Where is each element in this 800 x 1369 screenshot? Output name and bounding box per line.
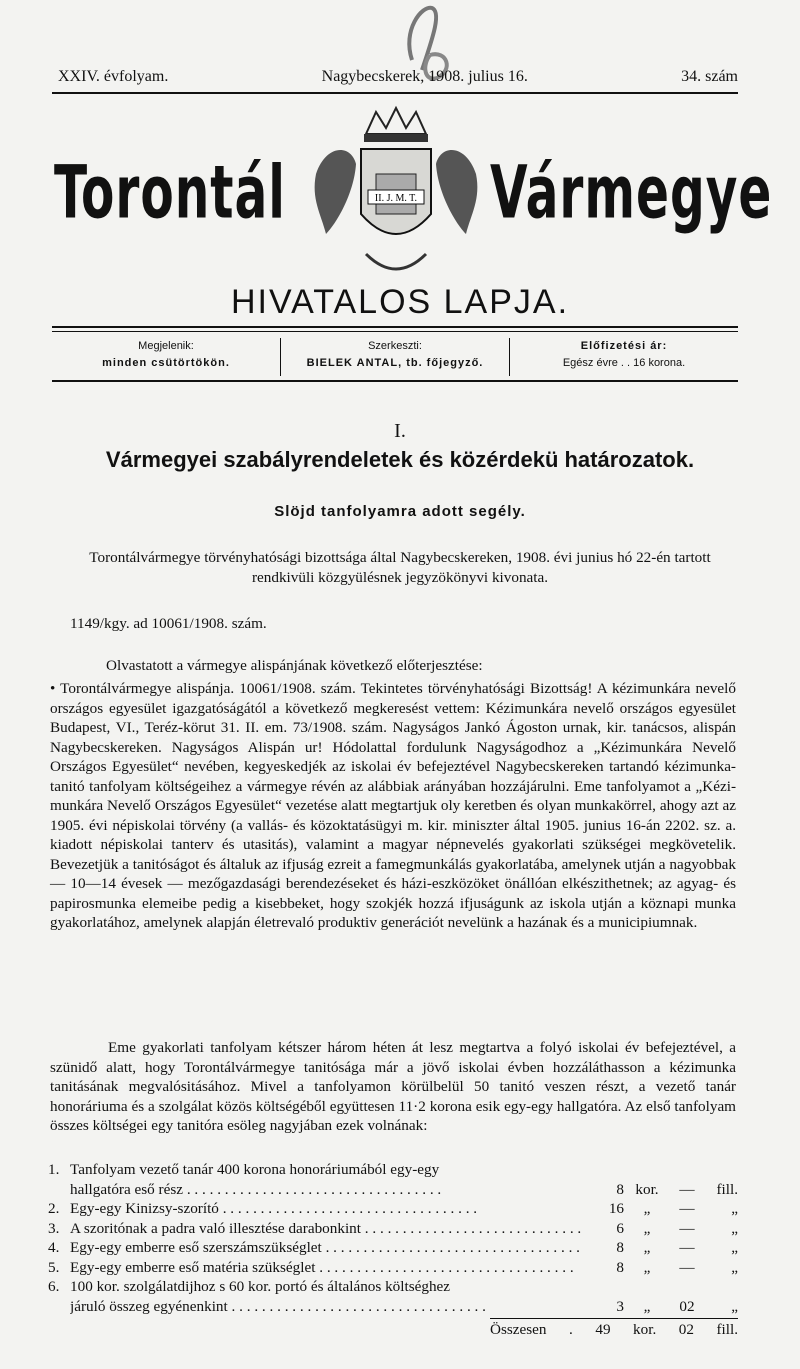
item-fill: „ <box>731 1297 738 1315</box>
item-sub: — <box>679 1180 695 1198</box>
cost-list <box>48 1160 738 1316</box>
item-text-cont: járuló összeg egyénenkint . . . <box>70 1297 584 1317</box>
masthead-subtitle: HIVATALOS LAPJA. <box>230 283 570 321</box>
cost-item <box>48 1277 738 1316</box>
item-sub: — <box>679 1200 695 1217</box>
cost-item <box>48 1199 738 1219</box>
article-title: Slöjd tanfolyamra adott segély. <box>274 503 526 520</box>
masthead-title-left: Torontál <box>54 150 286 236</box>
total-dot: . <box>569 1321 573 1338</box>
item-number: 2. <box>48 1200 60 1217</box>
item-fill: „ <box>731 1219 738 1237</box>
item-amount: 8 <box>616 1258 624 1276</box>
paragraph-2: Eme gyakorlati tanfolyam kétszer három héten át lesz megtartva a folyó iskolai év befejeztével, a szünidő alatt, hogy Torontálvármegye tanitósága már a jövő iskolai évben hozzáláthasson a kézimunka tanitásának megvalósitásához. Mivel a tanfolyamon körülbelül 50 tanitó veszen részt, a vezető tanár honoráriuma és a szolgálat közös költségéből együttesen 11·2 korona esik egy-egy hallgatóra. Az első tanfolyam összes költségei egy tanitóra esöleg nagyjában ezek volnának: <box>50 1039 736 1134</box>
cost-item <box>48 1219 738 1239</box>
item-fill: „ <box>731 1200 738 1217</box>
item-number: 4. <box>48 1239 60 1256</box>
info-box <box>52 338 738 376</box>
item-number: 3. <box>48 1219 60 1237</box>
info-price-label: Előfizetési ár: <box>580 340 668 352</box>
info-publication-value: minden csütörtökön. <box>102 357 230 369</box>
info-editor-value: BIELEK ANTAL, tb. főjegyző. <box>306 357 484 369</box>
item-text-cont: hallgatóra eső rész . . . <box>70 1180 584 1200</box>
volume-label: XXIV. évfolyam. <box>58 68 169 85</box>
read-line: Olvastatott a vármegye alispánjának következő előterjesztése: <box>106 657 483 674</box>
item-sub: 02 <box>679 1297 695 1315</box>
item-unit: kor. <box>635 1180 659 1198</box>
item-text: 100 kor. szolgálatdijhoz s 60 kor. portó és általános költséghez <box>70 1278 451 1295</box>
total-unit: kor. <box>633 1321 657 1338</box>
item-fill: „ <box>731 1239 738 1256</box>
total-rule <box>490 1318 738 1319</box>
item-text: Tanfolyam vezető tanár 400 korona honoráriumából egy-egy <box>70 1161 440 1178</box>
item-unit: „ <box>643 1297 651 1315</box>
issue-number: 34. szám <box>681 68 738 85</box>
header-line <box>58 68 738 86</box>
total-label: Összesen <box>490 1321 547 1338</box>
intro-text: Torontálvármegye törvényhatósági bizottsága által Nagybecskereken, 1908. évi junius hó 22-én tartott rendkivüli közgyülésnek jegyzökönyvi kivonata. <box>89 549 711 586</box>
item-unit: „ <box>643 1258 651 1276</box>
item-text: Egy-egy emberre eső szerszámszükséglet . . . <box>70 1238 584 1258</box>
info-rule-top <box>52 326 738 328</box>
item-fill: fill. <box>716 1180 738 1198</box>
item-unit: „ <box>643 1219 651 1237</box>
total-amount: 49 <box>595 1321 611 1338</box>
info-rule-top2 <box>52 331 738 332</box>
item-amount: 16 <box>608 1200 624 1217</box>
info-price-value: Egész évre . . 16 korona. <box>562 357 686 369</box>
masthead-title-right: Vármegye <box>490 150 773 236</box>
item-sub: — <box>679 1239 695 1256</box>
cost-item <box>48 1258 738 1278</box>
item-unit: „ <box>643 1239 651 1256</box>
cost-item <box>48 1238 738 1258</box>
paragraph-1: • Torontálvármegye alispánja. 10061/1908. szám. Tekintetes törvényhatósági Bizottság! A kézimunkára nevelő országos egyesület igazgatóságától a következő megkeresést vettem: Kézimunkára nevelő országos egyesület Budapest, VI., Teréz-körut 31. II. em. 73/1908. szám. Nagyságos Jankó Ágoston urnak, kir. tanácsos, alispán Nagybecskereken. Nagyságos Alispán ur! Hódolattal fordulunk Nagyságodhoz a „Kézimunkára Nevelő Országos Egyesület“ nevében, kegyeskedjék az iskolai év befejeztével Nagybecskereken tartandó kézimunka-tanitó tanfolyam költségeihez a vármegye révén az alábbiak arányában hozzájárulni. Eme tanfolyamot a „Kézi-munkára Nevelő Országos Egyesület“ vezetése alatt megtartjuk oly keretben és olyan munkakörrel, ahogy azt az 1905. évi népiskolai törvény (a vallás- és közoktatásügyi m. kir. miniszter által 1905. junius 16-án 2202. sz. a. kiadott népiskolai tanterv és utasitás), valamint a magyar népnevelés gyakorlati szükségei megkövetelik. Bevezetjük a tanitóságot és általuk az ifjuság ezreit a famegmunkálás gyakorlatába, amelynek utján a nagyobbak — 10—14 évesek — mezőgazdasági berendezéseket és házi-eszközöket önállóan elkészithetnek; az agyag- és papirosmunka elemeibe pedig a kisebbeket, hogy szokjék hozzá ifjuságunk az iskola utján a köznapi munka gyakorlatához, amelynek alapján életrevaló produktiv generációt nevelünk a hazának és a municipiumnak. <box>50 680 736 931</box>
item-amount: 3 <box>616 1297 624 1315</box>
info-editor-label: Szerkeszti: <box>368 340 422 352</box>
reference-number: 1149/kgy. ad 10061/1908. szám. <box>70 615 267 632</box>
header-rule <box>52 92 738 94</box>
total-sub: 02 <box>678 1321 694 1338</box>
place-date: Nagybecskerek, 1908. julius 16. <box>321 68 528 85</box>
item-sub: — <box>679 1258 695 1276</box>
info-publication <box>52 338 280 376</box>
item-amount: 8 <box>616 1180 624 1198</box>
coat-of-arms-icon <box>306 104 486 280</box>
item-number: 6. <box>48 1278 60 1295</box>
section-title: Vármegyei szabályrendeletek és közérdekü határozatok. <box>105 447 695 472</box>
item-number: 1. <box>48 1161 60 1178</box>
info-price <box>510 338 738 376</box>
item-text: A szoritónak a padra való illesztése darabonkint . . . <box>70 1219 584 1239</box>
item-text: Egy-egy Kinizsy-szorító . . . <box>70 1199 584 1219</box>
item-amount: 8 <box>616 1239 624 1256</box>
item-unit: „ <box>643 1200 651 1217</box>
cost-item <box>48 1160 738 1199</box>
item-sub: — <box>679 1219 695 1237</box>
total-row <box>490 1321 738 1339</box>
item-text: Egy-egy emberre eső matéria szükséglet . . . <box>70 1258 584 1278</box>
section-number: I. <box>394 420 406 442</box>
item-fill: „ <box>731 1258 738 1276</box>
crest-label: II. J. M. T. <box>374 193 418 204</box>
item-amount: 6 <box>616 1219 624 1237</box>
item-number: 5. <box>48 1258 60 1276</box>
info-editor <box>280 338 510 376</box>
info-publication-label: Megjelenik: <box>138 340 194 352</box>
total-fill: fill. <box>716 1321 738 1338</box>
info-rule-bottom <box>52 380 738 382</box>
